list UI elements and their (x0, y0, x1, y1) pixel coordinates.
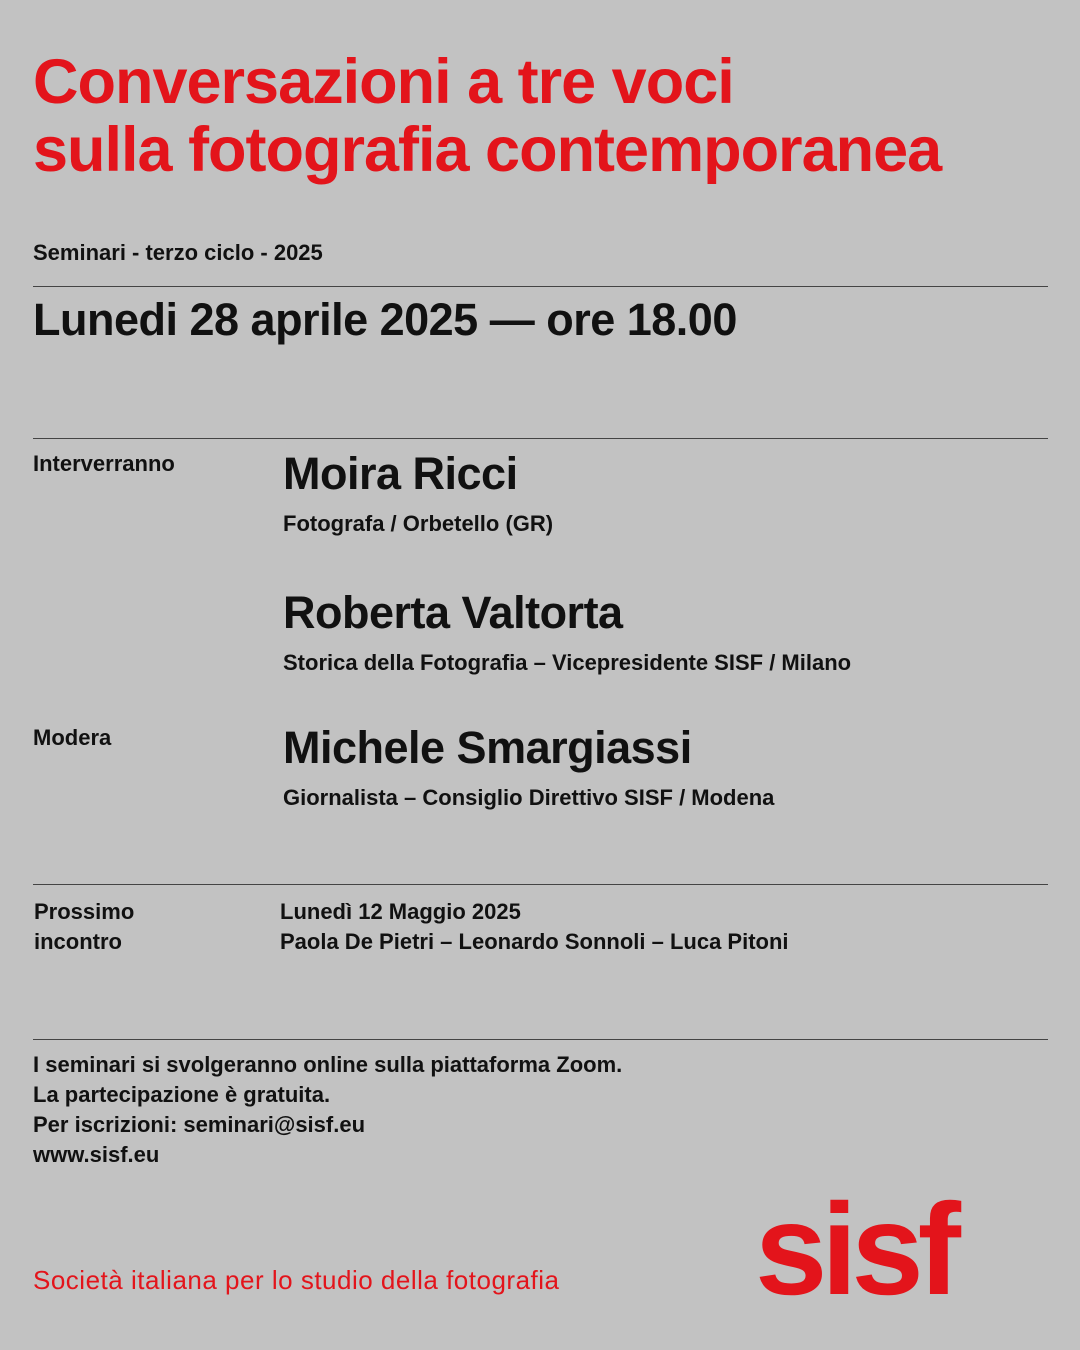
moderator-name: Michele Smargiassi (283, 722, 692, 773)
divider (33, 438, 1048, 439)
next-meeting-date: Lunedì 12 Maggio 2025 (280, 899, 521, 924)
next-meeting-speakers: Paola De Pietri – Leonardo Sonnoli – Luca Pitoni (280, 929, 789, 954)
website-link: www.sisf.eu (33, 1142, 160, 1167)
speaker-1 (283, 449, 553, 537)
moderator-label: Modera (33, 725, 112, 750)
speaker-role: Storica della Fotografia – Vicepresidente SISF / Milano (283, 650, 852, 675)
moderator-role: Giornalista – Consiglio Direttivo SISF / Modena (283, 785, 775, 810)
info-line: La partecipazione è gratuita. (33, 1082, 331, 1107)
sisf-logo (755, 1160, 1055, 1300)
moderator (283, 723, 774, 811)
divider (33, 1039, 1048, 1040)
page-title (33, 48, 1063, 184)
title-line-1: Conversazioni a tre voci (33, 47, 734, 117)
info-line: I seminari si svolgeranno online sulla piattaforma Zoom. (33, 1052, 623, 1077)
event-date: Lunedi 28 aprile 2025 — ore 18.00 (33, 294, 737, 345)
speakers-label: Interverranno (33, 451, 175, 476)
logo-wordmark: sisf (755, 1176, 956, 1300)
divider (33, 286, 1048, 287)
speaker-2 (283, 588, 851, 676)
next-meeting-details (280, 897, 789, 957)
info-block (33, 1050, 622, 1170)
info-line: Per iscrizioni: seminari@sisf.eu (33, 1112, 366, 1137)
title-line-2: sulla fotografia contemporanea (33, 115, 942, 185)
speaker-role: Fotografa / Orbetello (GR) (283, 511, 554, 536)
next-meeting-label: Prossimo incontro (34, 899, 135, 954)
divider (33, 884, 1048, 885)
speaker-name: Moira Ricci (283, 448, 518, 499)
organization-tagline: Società italiana per lo studio della fotografia (33, 1265, 560, 1295)
speaker-name: Roberta Valtorta (283, 587, 623, 638)
series-subtitle: Seminari - terzo ciclo - 2025 (33, 240, 323, 265)
